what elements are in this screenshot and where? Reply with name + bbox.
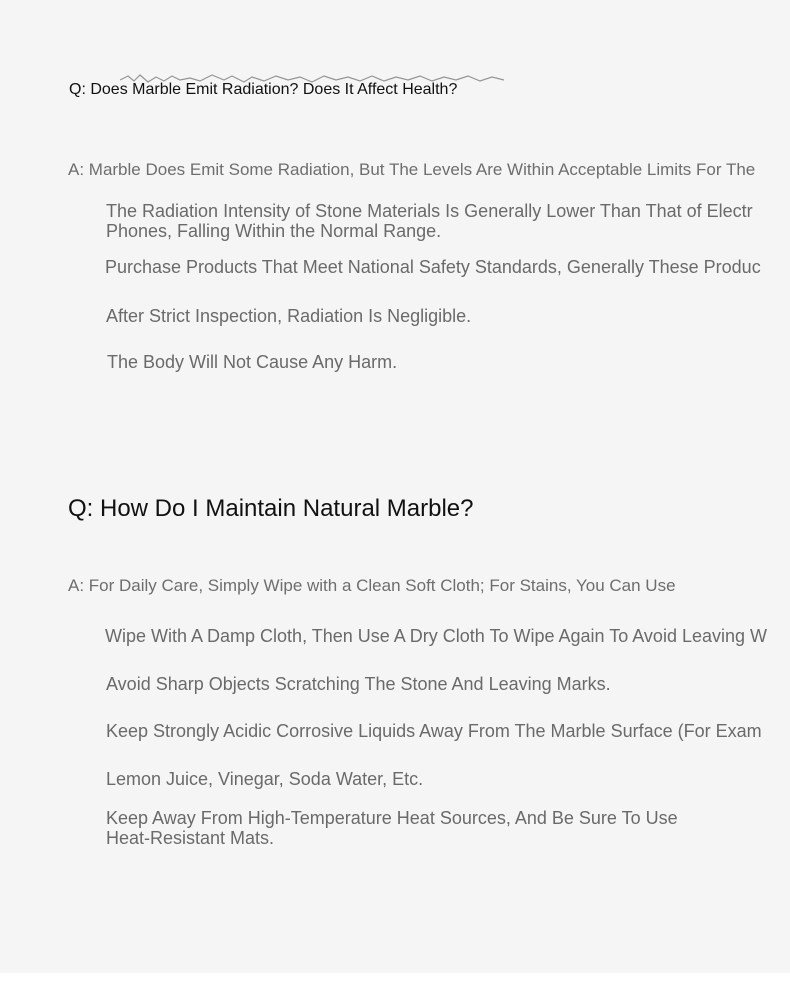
faq-question-2: Q: How Do I Maintain Natural Marble? xyxy=(68,495,474,522)
faq-1-point-2: Purchase Products That Meet National Safety Standards, Generally These Produc xyxy=(105,257,761,277)
faq-2-point-2: Avoid Sharp Objects Scratching The Stone And Leaving Marks. xyxy=(106,674,611,694)
faq-1-point-4: The Body Will Not Cause Any Harm. xyxy=(107,352,398,372)
faq-2-point-3: Keep Strongly Acidic Corrosive Liquids Away From The Marble Surface (For Exam xyxy=(106,721,762,741)
faq-2-point-5-line1: Keep Away From High-Temperature Heat Sources, And Be Sure To Use xyxy=(106,808,678,828)
faq-answer-1: A: Marble Does Emit Some Radiation, But The Levels Are Within Acceptable Limits For The xyxy=(68,160,756,179)
faq-2-point-5-line2: Heat-Resistant Mats. xyxy=(106,828,275,848)
faq-1-point-1-line2: Phones, Falling Within the Normal Range. xyxy=(106,221,442,241)
bottom-strip xyxy=(0,973,790,990)
faq-1-point-3: After Strict Inspection, Radiation Is Negligible. xyxy=(106,306,472,326)
faq-2-point-5 xyxy=(106,808,678,848)
faq-2-point-4: Lemon Juice, Vinegar, Soda Water, Etc. xyxy=(106,769,424,789)
faq-1-point-1-line1: The Radiation Intensity of Stone Materials Is Generally Lower Than That of Electr xyxy=(106,201,753,221)
faq-2-point-1: Wipe With A Damp Cloth, Then Use A Dry Cloth To Wipe Again To Avoid Leaving W xyxy=(105,626,768,646)
faq-1-point-1 xyxy=(106,201,753,241)
faq-question-1: Q: Does Marble Emit Radiation? Does It Affect Health? xyxy=(69,81,458,98)
faq-answer-2: A: For Daily Care, Simply Wipe with a Clean Soft Cloth; For Stains, You Can Use xyxy=(68,576,676,595)
